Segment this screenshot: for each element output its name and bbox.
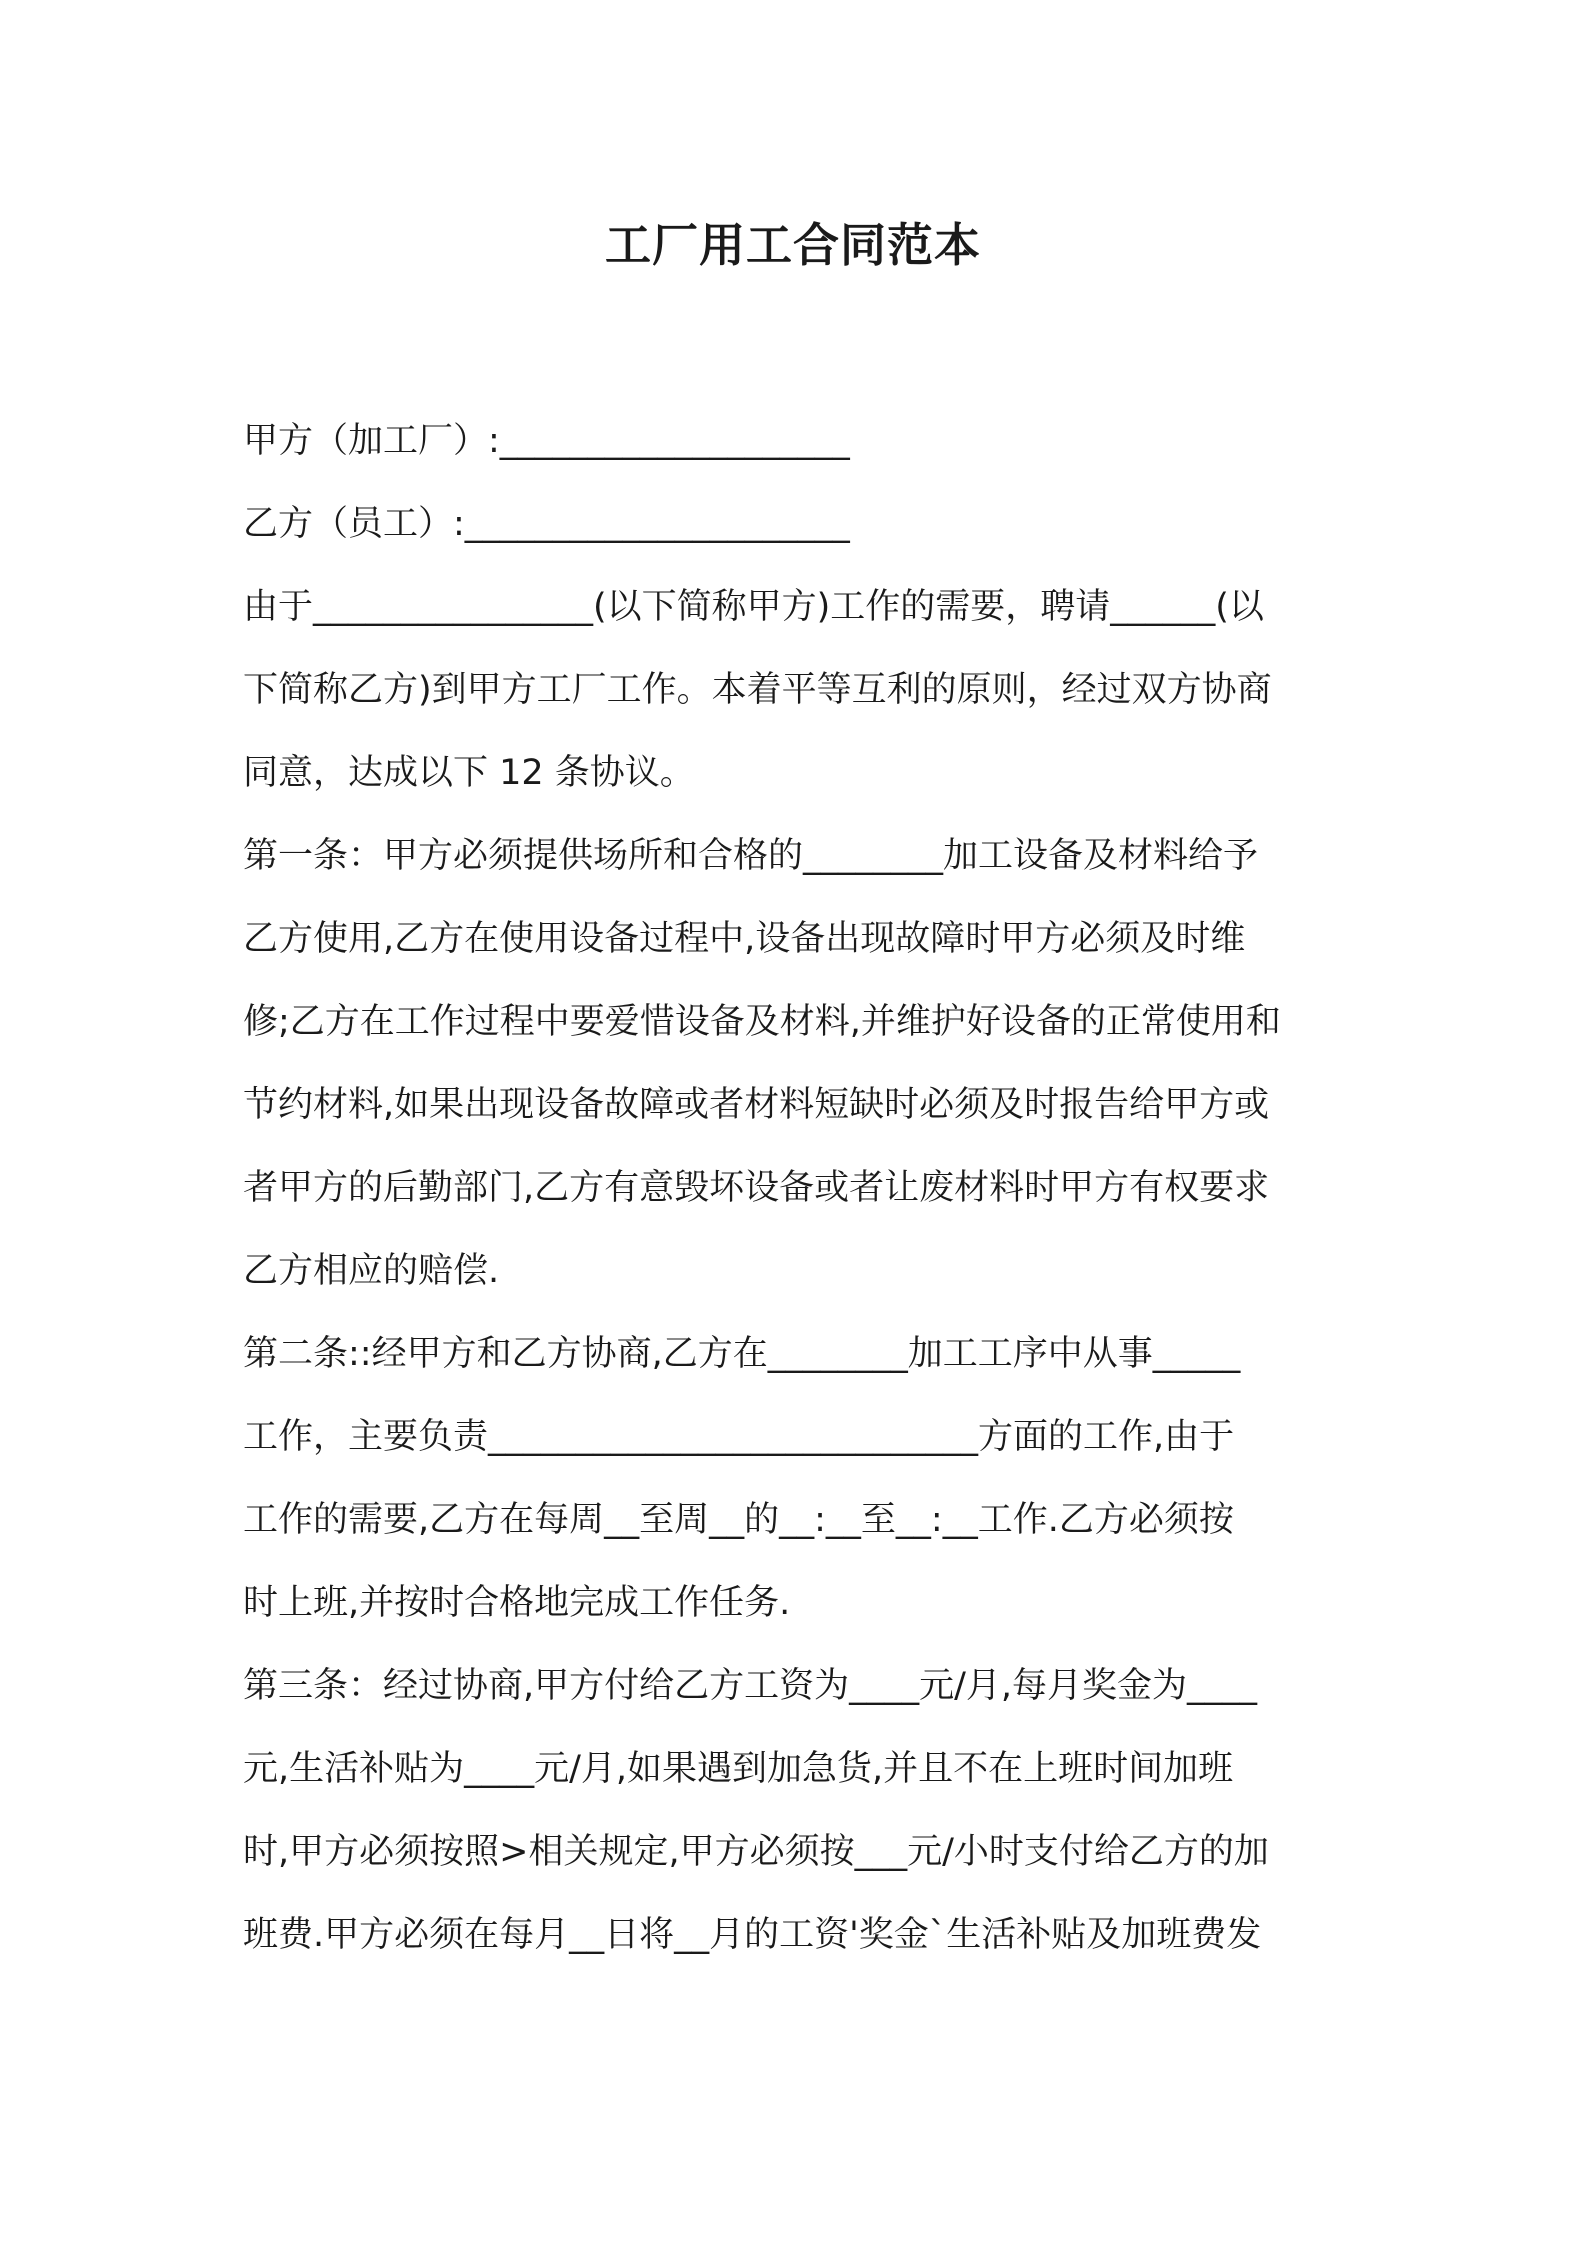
party-b-line: 乙方（员工）:______________________ bbox=[243, 504, 850, 544]
article-2-line: 工作的需要,乙方在每周__至周__的__:__至__:__工作.乙方必须按 bbox=[243, 1500, 1234, 1540]
article-2-line: 时上班,并按时合格地完成工作任务. bbox=[243, 1583, 791, 1623]
article-2-line: 第二条::经甲方和乙方协商,乙方在________加工工序中从事_____ bbox=[243, 1334, 1241, 1374]
article-1-line: 修;乙方在工作过程中要爱惜设备及材料,并维护好设备的正常使用和 bbox=[243, 1002, 1281, 1042]
document-title: 工厂用工合同范本 bbox=[605, 218, 981, 272]
article-3-line: 时,甲方必须按照>相关规定,甲方必须按___元/小时支付给乙方的加 bbox=[243, 1832, 1269, 1872]
party-a-line: 甲方（加工厂）:____________________ bbox=[243, 421, 850, 461]
article-1-line: 乙方相应的赔偿. bbox=[243, 1251, 500, 1291]
article-1-line: 乙方使用,乙方在使用设备过程中,设备出现故障时甲方必须及时维 bbox=[243, 919, 1246, 959]
article-3-line: 班费.甲方必须在每月__日将__月的工资'奖金`生活补贴及加班费发 bbox=[243, 1915, 1262, 1955]
article-3-line: 元,生活补贴为____元/月,如果遇到加急货,并且不在上班时间加班 bbox=[243, 1749, 1234, 1789]
article-2-line: 工作，主要负责____________________________方面的工作,由于 bbox=[243, 1417, 1235, 1457]
preamble-line: 下简称乙方)到甲方工厂工作。本着平等互利的原则，经过双方协商 bbox=[243, 670, 1272, 710]
preamble-line: 由于________________(以下简称甲方)工作的需要，聘请______(以 bbox=[243, 587, 1264, 627]
preamble-line: 同意，达成以下 12 条协议。 bbox=[243, 753, 695, 793]
article-1-line: 节约材料,如果出现设备故障或者材料短缺时必须及时报告给甲方或 bbox=[243, 1085, 1270, 1125]
article-1-line: 者甲方的后勤部门,乙方有意毁坏设备或者让废材料时甲方有权要求 bbox=[243, 1168, 1270, 1208]
document-body bbox=[243, 400, 1363, 1977]
article-3-line: 第三条：经过协商,甲方付给乙方工资为____元/月,每月奖金为____ bbox=[243, 1666, 1258, 1706]
article-1-line: 第一条：甲方必须提供场所和合格的________加工设备及材料给予 bbox=[243, 836, 1259, 876]
